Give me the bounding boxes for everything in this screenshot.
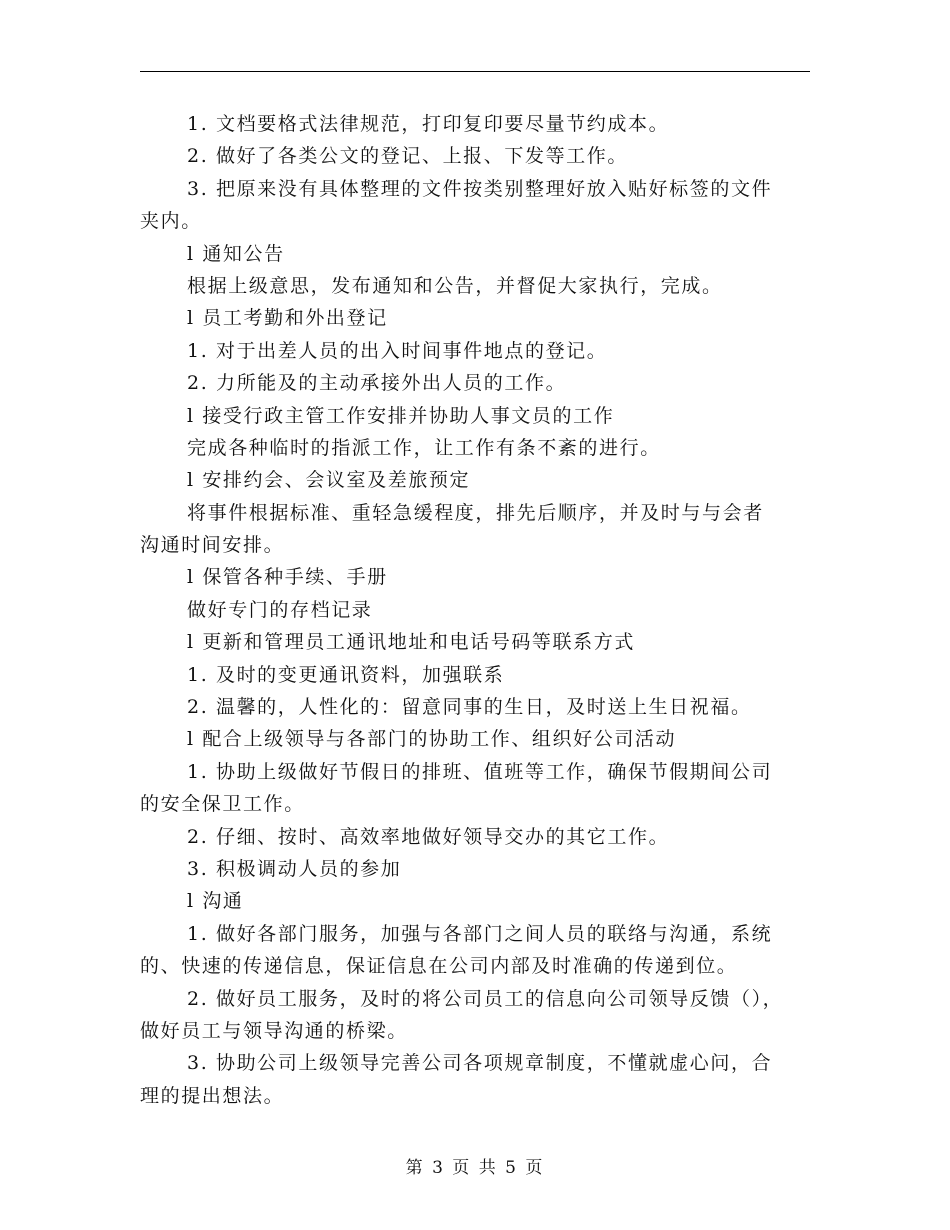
paragraph-line: 根据上级意思，发布通知和公告，并督促大家执行，完成。 bbox=[187, 274, 723, 297]
header-rule bbox=[140, 71, 810, 72]
paragraph-line: 理的提出想法。 bbox=[140, 1084, 285, 1107]
paragraph-line: 1. 做好各部门服务，加强与各部门之间人员的联络与沟通，系统 bbox=[187, 922, 773, 945]
paragraph-line: l 员工考勤和外出登记 bbox=[187, 307, 388, 330]
paragraph-line: 1. 对于出差人员的出入时间事件地点的登记。 bbox=[187, 339, 608, 362]
paragraph-line: 2. 做好员工服务，及时的将公司员工的信息向公司领导反馈（）， bbox=[187, 987, 784, 1010]
paragraph-line: 做好专门的存档记录 bbox=[187, 598, 373, 621]
paragraph-line: 夹内。 bbox=[140, 210, 202, 233]
paragraph-line: 2. 仔细、按时、高效率地做好领导交办的其它工作。 bbox=[187, 825, 670, 848]
paragraph-line: 2. 温馨的，人性化的：留意同事的生日，及时送上生日祝福。 bbox=[187, 696, 752, 719]
paragraph-line: 3. 积极调动人员的参加 bbox=[187, 857, 402, 880]
paragraph-line: l 沟通 bbox=[187, 890, 244, 913]
paragraph-line: 3. 协助公司上级领导完善公司各项规章制度，不懂就虚心问，合 bbox=[187, 1052, 773, 1075]
document-body bbox=[140, 108, 810, 1112]
paragraph-line: l 通知公告 bbox=[187, 242, 285, 265]
paragraph-line: 沟通时间安排。 bbox=[140, 534, 285, 557]
paragraph-line: 2. 力所能及的主动承接外出人员的工作。 bbox=[187, 372, 567, 395]
paragraph-line: 1. 及时的变更通讯资料，加强联系 bbox=[187, 663, 505, 686]
paragraph-line: 1. 文档要格式法律规范，打印复印要尽量节约成本。 bbox=[187, 113, 670, 135]
paragraph-line: 的安全保卫工作。 bbox=[140, 793, 305, 816]
paragraph-line: 1. 协助上级做好节假日的排班、值班等工作，确保节假期间公司 bbox=[187, 760, 773, 783]
paragraph-line: 3. 把原来没有具体整理的文件按类别整理好放入贴好标签的文件 bbox=[187, 177, 773, 200]
paragraph-line: 完成各种临时的指派工作，让工作有条不紊的进行。 bbox=[187, 436, 661, 459]
paragraph-line: l 保管各种手续、手册 bbox=[187, 566, 388, 589]
page-footer: 第 3 页 共 5 页 bbox=[405, 1158, 545, 1178]
paragraph-line: l 更新和管理员工通讯地址和电话号码等联系方式 bbox=[187, 631, 635, 654]
paragraph-line: l 接受行政主管工作安排并协助人事文员的工作 bbox=[187, 404, 615, 427]
paragraph-line: 的、快速的传递信息，保证信息在公司内部及时准确的传递到位。 bbox=[140, 955, 738, 978]
paragraph-line: l 配合上级领导与各部门的协助工作、组织好公司活动 bbox=[187, 728, 677, 751]
paragraph-line: 做好员工与领导沟通的桥梁。 bbox=[140, 1019, 408, 1042]
paragraph-line: l 安排约会、会议室及差旅预定 bbox=[187, 469, 471, 492]
paragraph-line: 将事件根据标准、重轻急缓程度，排先后顺序，并及时与与会者 bbox=[187, 501, 764, 524]
paragraph-line: 2. 做好了各类公文的登记、上报、下发等工作。 bbox=[187, 145, 628, 168]
